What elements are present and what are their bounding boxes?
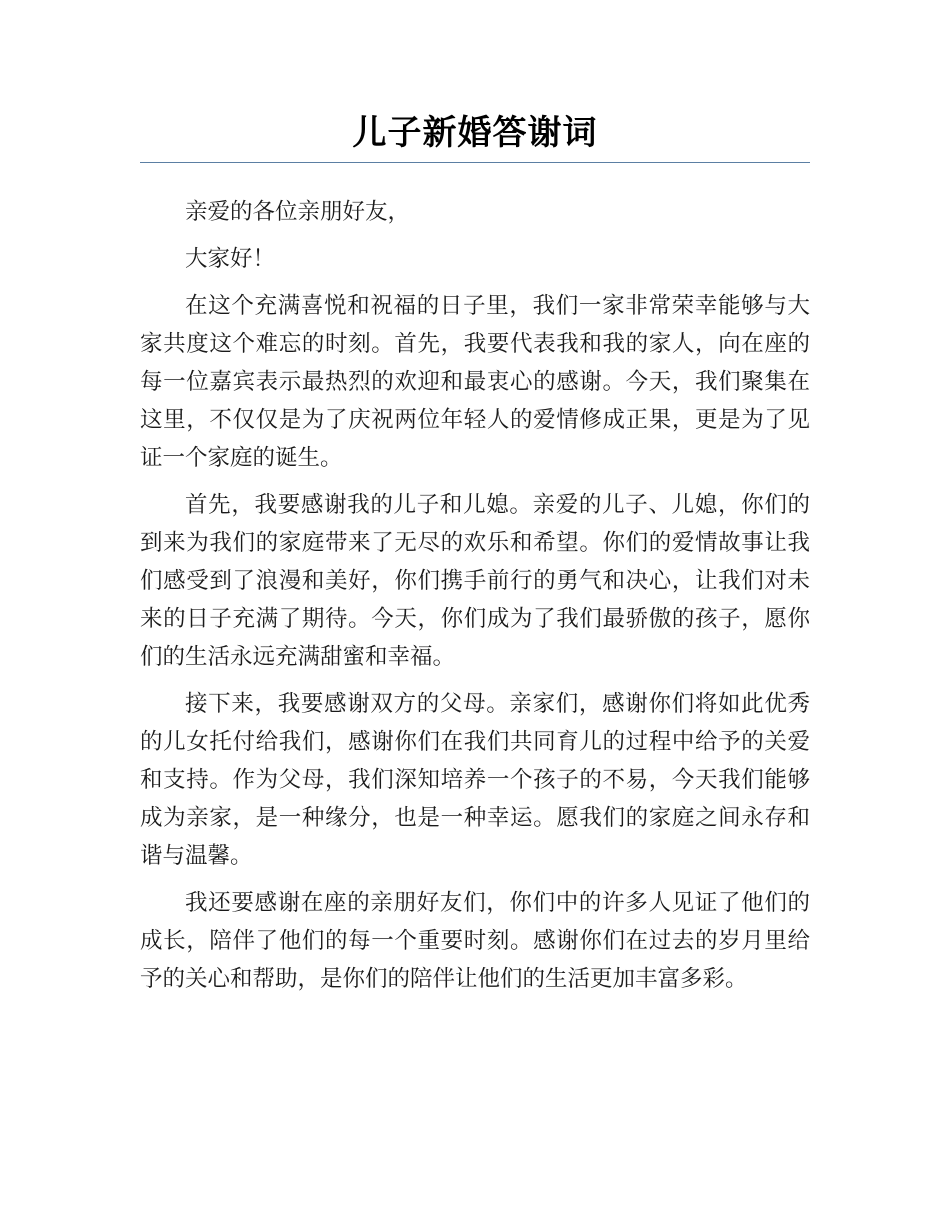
document-body [140,193,810,998]
paragraph-thanks-couple: 首先，我要感谢我的儿子和儿媳。亲爱的儿子、儿媳，你们的到来为我们的家庭带来了无尽的欢乐和希望。你们的爱情故事让我们感受到了浪漫和美好，你们携手前行的勇气和决心，让我们对未来的日子充满了期待。今天，你们成为了我们最骄傲的孩子，愿你们的生活永远充满甜蜜和幸福。 [140,492,810,670]
title-divider [140,162,810,163]
document-page [140,108,810,1007]
paragraph-thanks-guests: 我还要感谢在座的亲朋好友们，你们中的许多人见证了他们的成长，陪伴了他们的每一个重要时刻。感谢你们在过去的岁月里给予的关心和帮助，是你们的陪伴让他们的生活更加丰富多彩。 [140,890,810,992]
paragraph-opening: 在这个充满喜悦和祝福的日子里，我们一家非常荣幸能够与大家共度这个难忘的时刻。首先，我要代表我和我的家人，向在座的每一位嘉宾表示最热烈的欢迎和最衷心的感谢。今天，我们聚集在这里，不仅仅是为了庆祝两位年轻人的爱情修成正果，更是为了见证一个家庭的诞生。 [140,293,810,471]
paragraph-greeting: 大家好！ [185,246,276,272]
paragraph-thanks-parents: 接下来，我要感谢双方的父母。亲家们，感谢你们将如此优秀的儿女托付给我们，感谢你们在我们共同育儿的过程中给予的关爱和支持。作为父母，我们深知培养一个孩子的不易，今天我们能够成为亲家，是一种缘分，也是一种幸运。愿我们的家庭之间永存和谐与温馨。 [140,691,810,869]
paragraph-salutation: 亲爱的各位亲朋好友， [185,199,411,225]
document-title: 儿子新婚答谢词 [352,113,598,153]
